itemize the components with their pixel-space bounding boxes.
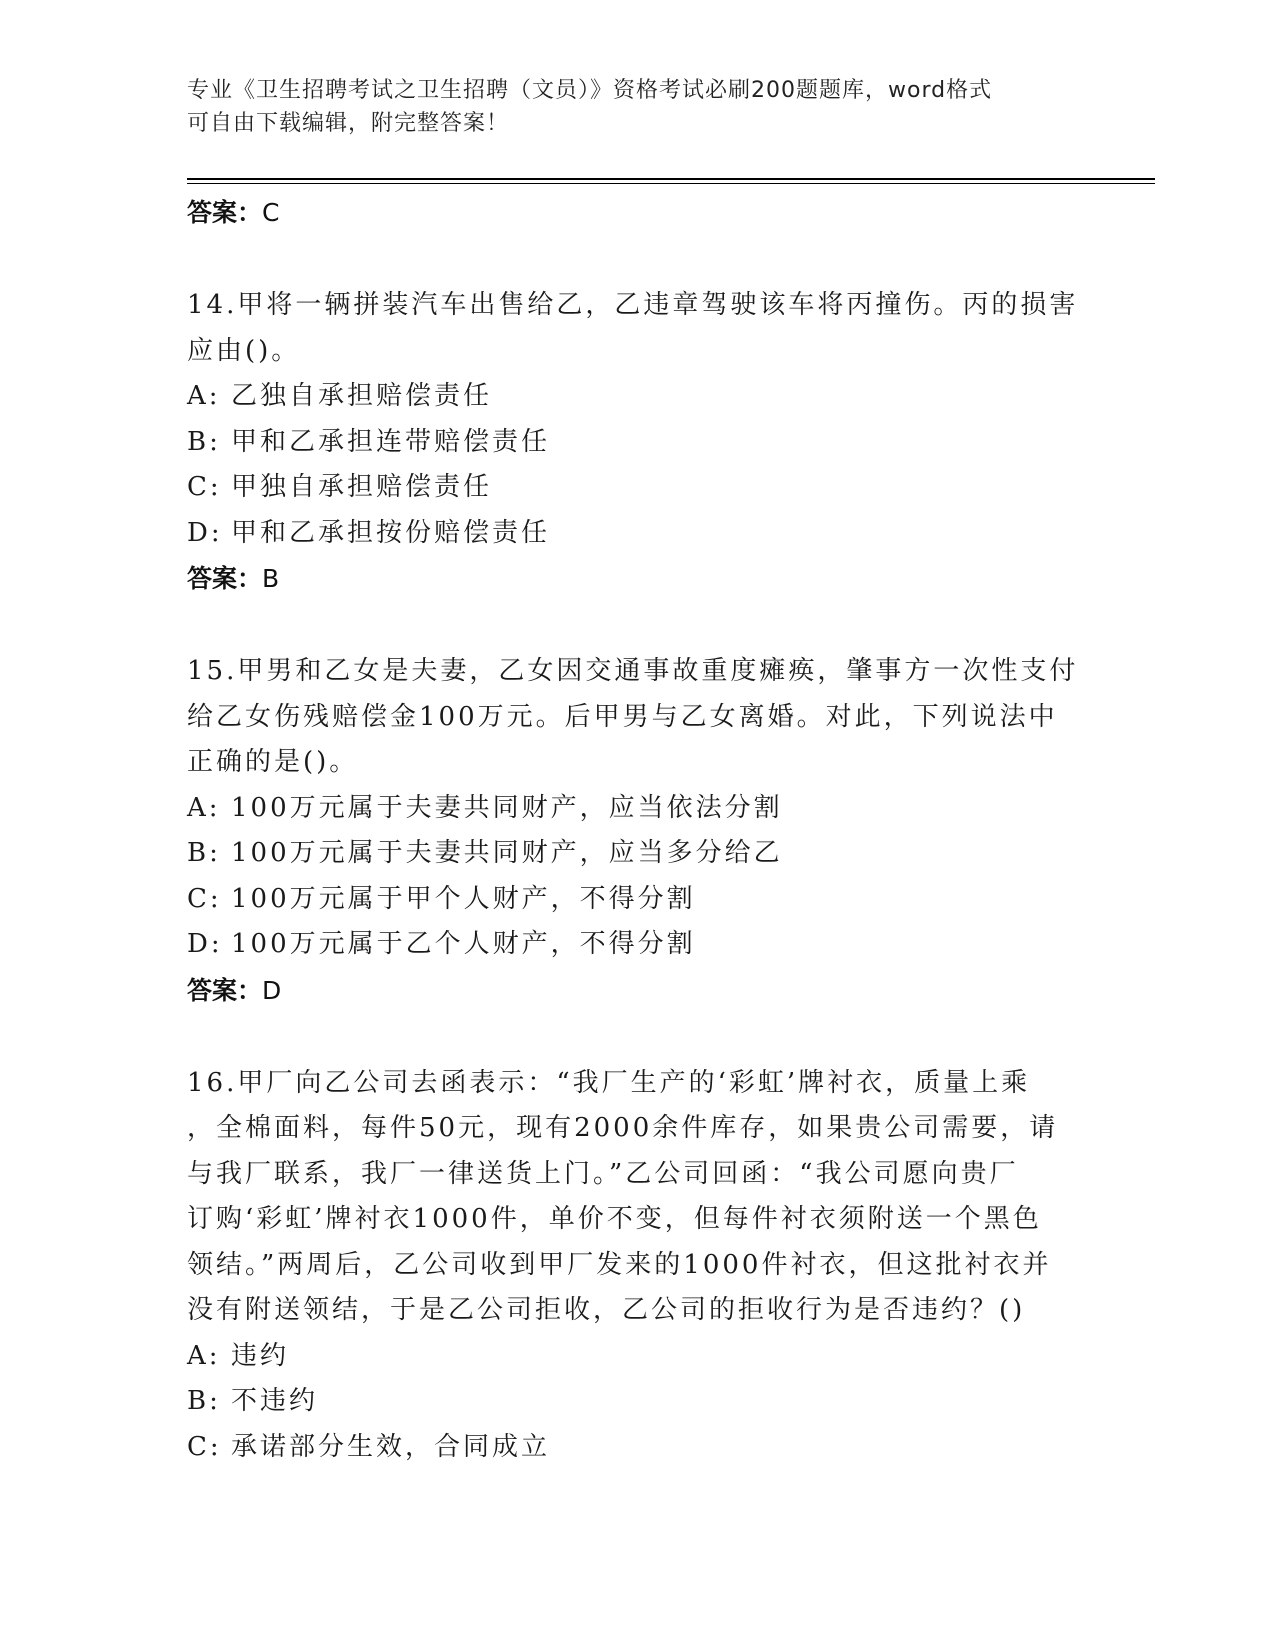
answer-line <box>187 556 1087 601</box>
question-block <box>187 1061 1087 1471</box>
option-letter: B: <box>187 1386 221 1416</box>
answer-value: C <box>262 198 280 227</box>
option-letter: D: <box>187 517 223 548</box>
question-block <box>187 283 1087 601</box>
option-text: 承诺部分生效，合同成立 <box>231 1431 551 1462</box>
question-text-line: 14.甲将一辆拼装汽车出售给乙，乙违章驾驶该车将丙撞伤。丙的损害 <box>187 290 1079 320</box>
question-text-line: 订购‘彩虹’牌衬衣1000件，单价不变，但每件衬衣须附送一个黑色 <box>187 1204 1042 1234</box>
question-text-line: 16.甲厂向乙公司去函表示：“我厂生产的‘彩虹’牌衬衣，质量上乘 <box>187 1067 1031 1098</box>
option-text: 乙独自承担赔偿责任 <box>231 381 493 411</box>
answer-label: 答案： <box>187 975 263 1005</box>
option-letter: C: <box>187 1431 222 1462</box>
answer-value: D <box>262 975 282 1005</box>
answer-label: 答案： <box>187 198 263 227</box>
option-letter: B: <box>187 838 221 868</box>
option-b <box>187 1379 1087 1425</box>
question-block <box>187 649 1087 1013</box>
answer-line <box>187 190 1087 235</box>
option-text: 甲和乙承担连带赔偿责任 <box>231 426 551 457</box>
question-text-line: 正确的是()。 <box>187 747 359 777</box>
option-letter: B: <box>187 426 221 457</box>
option-text: 甲独自承担赔偿责任 <box>231 472 493 502</box>
question-text-line: 应由()。 <box>187 335 301 366</box>
question-text-line: 与我厂联系，我厂一律送货上门。”乙公司回函：“我公司愿向贵厂 <box>187 1158 1019 1189</box>
option-text: 违约 <box>231 1340 290 1371</box>
option-text: 100万元属于乙个人财产，不得分割 <box>231 929 696 959</box>
spacer <box>187 1013 1087 1061</box>
answer-line <box>187 968 1087 1013</box>
option-a <box>187 374 1087 420</box>
option-d <box>187 511 1087 557</box>
option-letter: D: <box>187 929 223 959</box>
question-content <box>187 190 1087 1470</box>
option-text: 100万元属于夫妻共同财产，应当多分给乙 <box>231 838 783 868</box>
option-b <box>187 831 1087 877</box>
header-divider <box>187 178 1155 180</box>
header-line-2: 可自由下载编辑，附完整答案！ <box>187 111 510 136</box>
header-divider-thin <box>187 183 1155 184</box>
option-text: 不违约 <box>231 1386 319 1416</box>
question-text-line: 没有附送领结，于是乙公司拒收，乙公司的拒收行为是否违约？() <box>187 1295 1026 1325</box>
question-text-line: 15.甲男和乙女是夫妻，乙女因交通事故重度瘫痪，肇事方一次性支付 <box>187 656 1079 686</box>
question-text-line: ，全棉面料，每件50元，现有2000余件库存，如果贵公司需要，请 <box>187 1113 1059 1143</box>
question-text-line: 给乙女伤残赔偿金100万元。后甲男与乙女离婚。对此，下列说法中 <box>187 701 1058 732</box>
option-letter: A: <box>187 381 221 411</box>
option-a <box>187 786 1087 832</box>
option-letter: C: <box>187 883 222 914</box>
header-line-1: 专业《卫生招聘考试之卫生招聘（文员）》资格考试必刷200题题库，word格式 <box>187 78 993 103</box>
option-letter: A: <box>187 792 221 823</box>
page-header <box>187 74 1087 140</box>
option-text: 100万元属于夫妻共同财产，应当依法分割 <box>231 792 783 823</box>
spacer <box>187 235 1087 283</box>
question-text-line: 领结。”两周后，乙公司收到甲厂发来的1000件衬衣，但这批衬衣并 <box>187 1249 1052 1280</box>
option-letter: A: <box>187 1340 221 1371</box>
answer-label: 答案： <box>187 564 263 593</box>
option-a <box>187 1334 1087 1380</box>
option-c <box>187 877 1087 923</box>
option-text: 100万元属于甲个人财产，不得分割 <box>231 883 696 914</box>
option-b <box>187 420 1087 466</box>
option-c <box>187 1425 1087 1471</box>
spacer <box>187 601 1087 649</box>
option-d <box>187 922 1087 968</box>
option-text: 甲和乙承担按份赔偿责任 <box>231 517 551 548</box>
option-c <box>187 465 1087 511</box>
answer-value: B <box>262 564 280 593</box>
option-letter: C: <box>187 472 222 502</box>
